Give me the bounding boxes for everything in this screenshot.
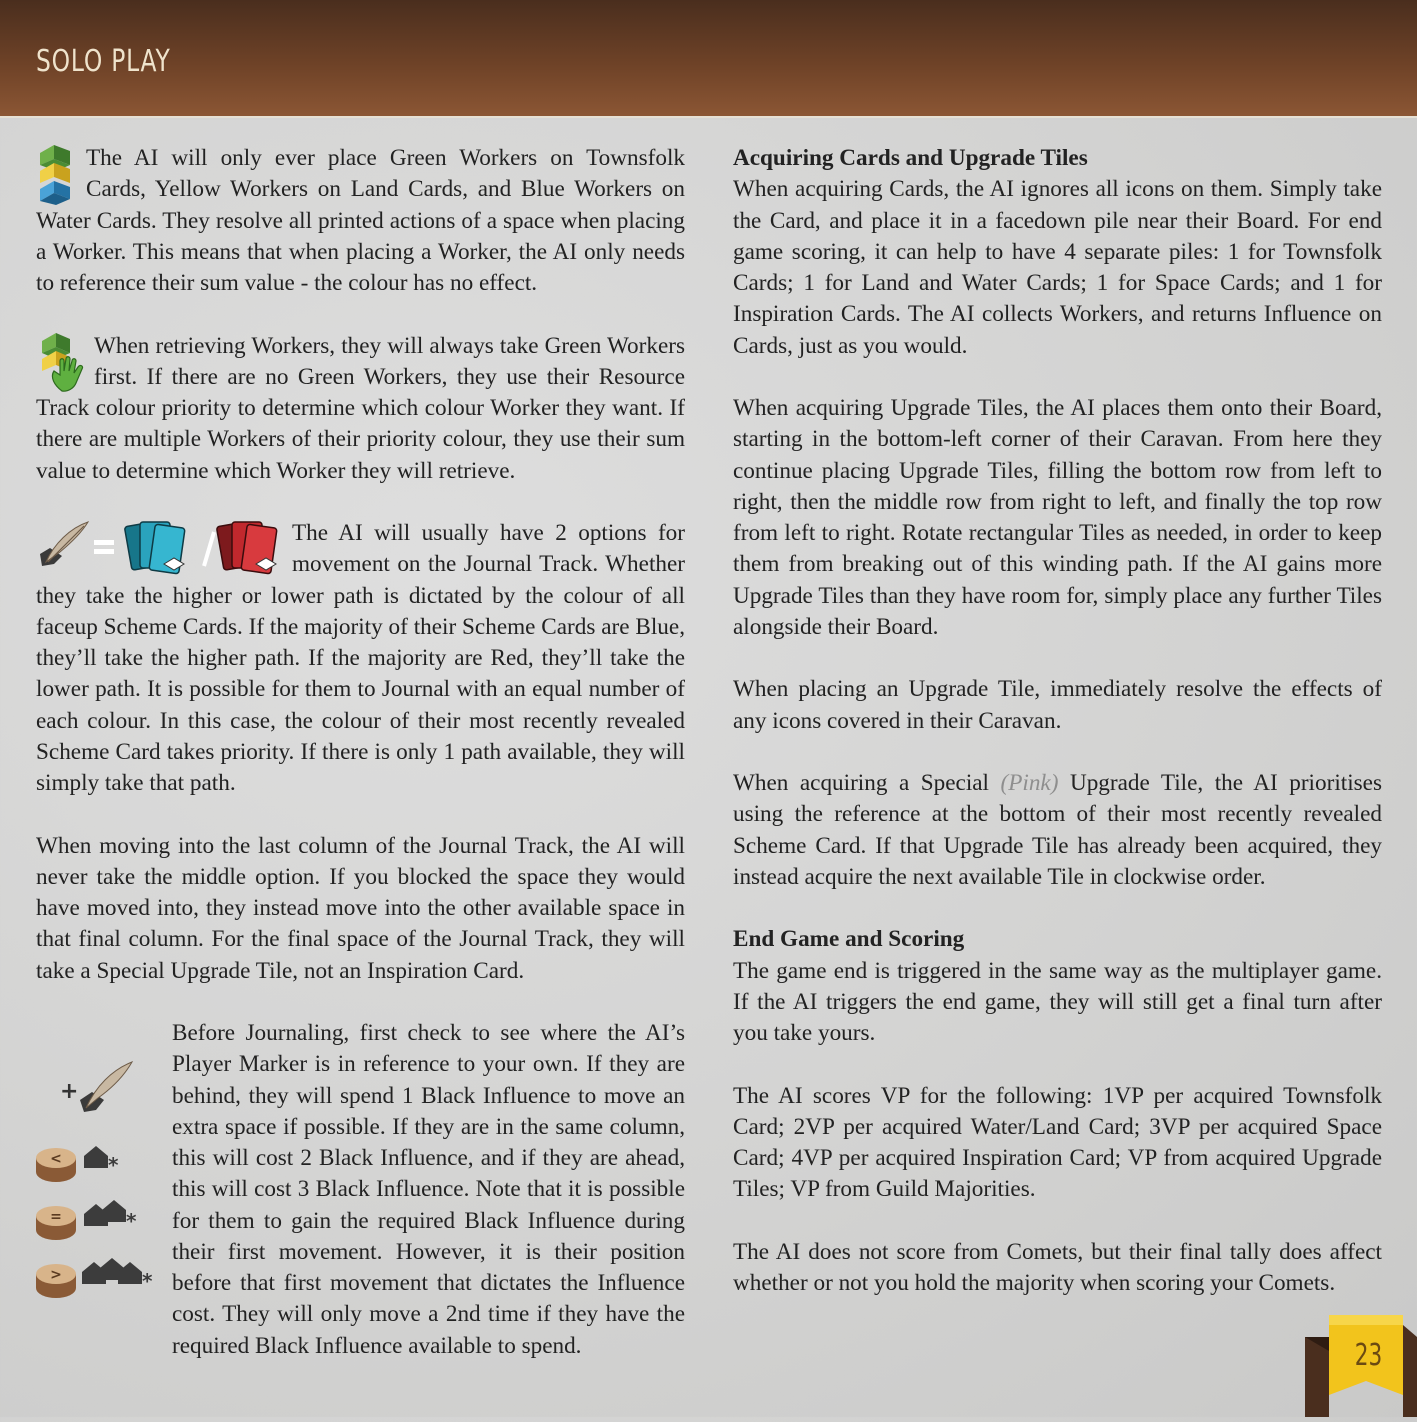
end-game-paragraph: The game end is triggered in the same way as the multiplayer game. If the AI triggers the end game, they will still get a final turn after you take yours. [733, 957, 1382, 1046]
acquiring-cards-paragraph: When acquiring Cards, the AI ignores all icons on them. Simply take the Card, and place it in a facedown pile near their Board. For end game scoring, it can help to have 4 separate piles: 1 for Townsfolk Cards; 1 for Land and Water Cards; 1 for Space Cards; and 1 for Inspiration Cards. The AI collects Workers, and returns Influence on Cards, just as you would. [733, 176, 1382, 359]
page-number: 23 [1354, 1338, 1383, 1373]
journal-section [36, 518, 685, 799]
worker-hand-icon [36, 331, 88, 393]
scoring-paragraph: The AI scores VP for the following: 1VP per acquired Townsfolk Card; 2VP per acquired Water/Land Card; 3VP per acquired Space Card; 4VP per acquired Inspiration Card; VP from acquired Upgrade Tiles; VP from Guild Majorities. [733, 1082, 1382, 1203]
red-scheme-cards-icon [216, 522, 277, 574]
influence-cost-icons [36, 1018, 166, 1368]
svg-text:<: < [50, 1151, 62, 1167]
blue-scheme-cards-icon [124, 522, 185, 574]
acquiring-heading: Acquiring Cards and Upgrade Tiles [733, 145, 1088, 171]
special-tile-text-b: Upgrade Tile, the AI prioritises using the reference at the bottom of their most recently revealed Scheme Card. If that Upgrade Tile has already been acquired, they instead acquire the next available Tile in clockwise order. [733, 770, 1382, 890]
left-column [36, 143, 685, 1362]
quill-icon [40, 522, 88, 566]
page-header [0, 0, 1417, 118]
special-tile-text-a: When acquiring a Special [733, 770, 1001, 796]
ahead-token-icon [36, 1264, 76, 1298]
journal-paragraph: The AI will usually have 2 options for movement on the Journal Track. Whether they take the higher or lower path is dictated by the colour of all faceup Scheme Cards. If the majority of their Scheme Cards are Blue, they’ll take the higher path. If the majority are Red, they’ll take the lower path. It is possible for them to Journal with an equal number of each colour. In this case, the colour of their most recently revealed Scheme Card takes priority. If there is only 1 path available, they will simply take that path. [36, 520, 685, 796]
svg-text:*: * [142, 1269, 153, 1293]
comets-paragraph: The AI does not score from Comets, but their final tally does affect whether or not you hold the majority when scoring your Comets. [733, 1238, 1382, 1296]
upgrade-tiles-paragraph: When acquiring Upgrade Tiles, the AI places them onto their Board, starting in the bottom-left corner of their Caravan. From here they continue placing Upgrade Tiles, filling the bottom row from left to right, then the middle row from right to left, and finally the top row from left to right. Rotate rectangular Tiles as needed, in order to keep them from breaking out of this winding path. If the AI gains more Upgrade Tiles than they have room for, simply place any further Tiles alongside their Board. [733, 395, 1382, 640]
right-column [733, 143, 1382, 1299]
svg-text:*: * [126, 1209, 137, 1233]
svg-text:>: > [50, 1267, 62, 1283]
last-column-paragraph: When moving into the last column of the Journal Track, the AI will never take the middle option. If you blocked the space they would have moved into, they instead move into the other available space in that final column. For the final space of the Journal Track, they will take a Special Upgrade Tile, not an Inspiration Card. [36, 832, 685, 984]
journal-options-icons [36, 518, 286, 580]
influence-section [36, 1018, 685, 1362]
page-title: SOLO PLAY [36, 44, 171, 79]
svg-text:+: + [60, 1079, 79, 1104]
stacked-workers-icon [36, 143, 80, 205]
workers-retrieval-section [36, 331, 685, 487]
placing-tile-paragraph: When placing an Upgrade Tile, immediately resolve the effects of any icons covered in their Caravan. [733, 676, 1382, 734]
influence-paragraph: Before Journaling, first check to see where the AI’s Player Marker is in reference to your own. If they are behind, they will spend 1 Black Influence to move an extra space if possible. If they are in the same column, this will cost 2 Black Influence, and if they are ahead, this will cost 3 Black Influence. Note that it is possible for them to gain the required Black Influence during their first movement. However, it is their position before that first movement that dictates the Influence cost. They will only move a 2nd time if they have the required Black Influence available to spend. [172, 1020, 685, 1359]
svg-text:*: * [108, 1153, 119, 1177]
workers-placement-section [36, 143, 685, 299]
end-game-heading: End Game and Scoring [733, 926, 965, 953]
workers-placement-paragraph: The AI will only ever place Green Workers on Townsfolk Cards, Yellow Workers on Land Cards, and Blue Workers on Water Cards. They resolve all printed actions of a space when placing a Worker. This means that when placing a Worker, the AI only needs to reference their sum value - the colour has no effect. [36, 145, 685, 296]
workers-retrieval-paragraph: When retrieving Workers, they will always take Green Workers first. If there are no Green Workers, they use their Resource Track colour priority to determine which colour Worker they want. If there are multiple Workers of their priority colour, they use their sum value to determine which Worker they will retrieve. [36, 332, 685, 484]
special-tile-paragraph [733, 768, 1382, 893]
behind-token-icon [36, 1148, 76, 1182]
same-token-icon [36, 1206, 76, 1240]
svg-text:=: = [50, 1209, 62, 1225]
pink-label: (Pink) [1000, 770, 1059, 796]
